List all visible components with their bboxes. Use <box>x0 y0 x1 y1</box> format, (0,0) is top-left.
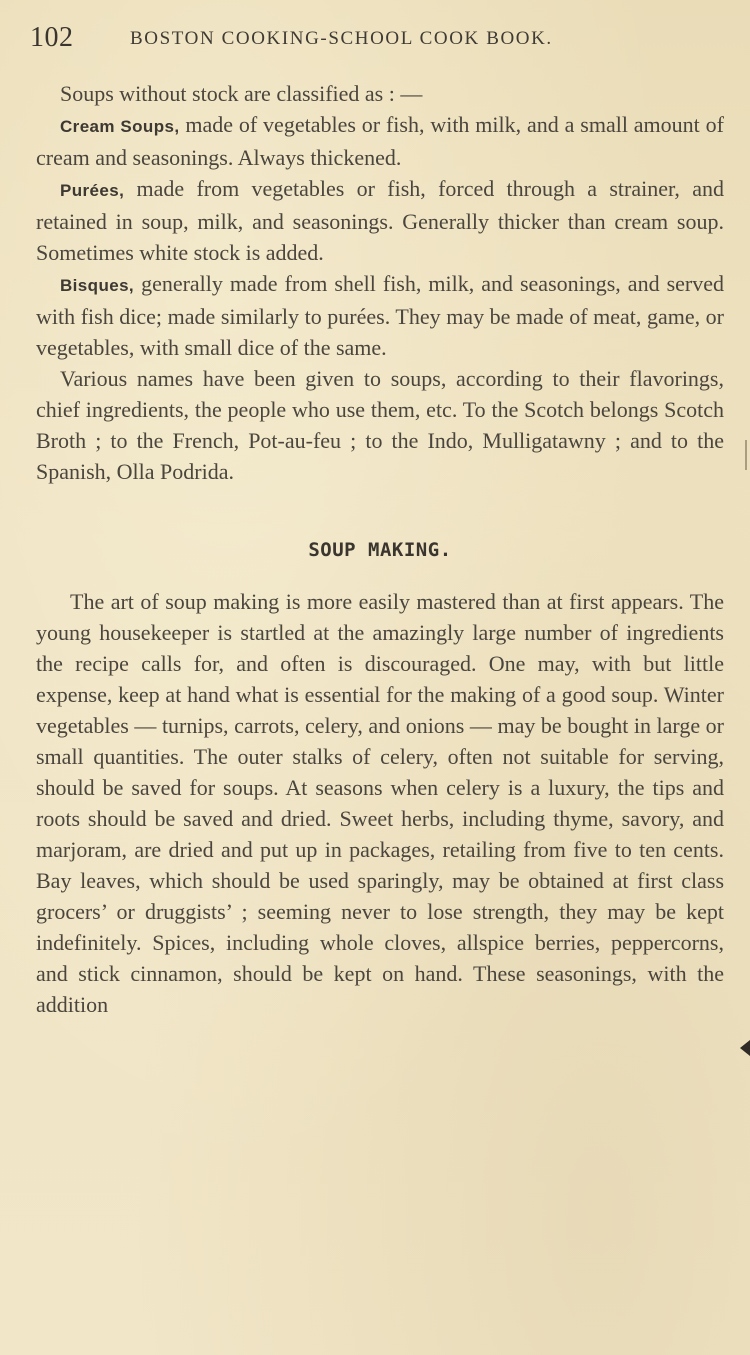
margin-pointer-mark <box>740 1040 750 1056</box>
purees-text: made from vegetables or fish, forced through a strainer, and retained in soup, milk, and seasonings. Generally thicker than cream soup. Sometimes white stock is added. <box>36 176 724 265</box>
soup-making-text: The art of soup making is more easily mastered than at first appears. The young housekeeper is startled at the amazingly large number of ingredients the recipe calls for, and often is discouraged. One may, with but little expense, keep at hand what is essential for the making of a good soup. Winter vegetables — turnips, carrots, celery, and onions — may be bought in large or small quantities. The outer stalks of celery, often not suitable for serving, should be saved for soups. At seasons when celery is a luxury, the tips and roots should be saved and dried. Sweet herbs, including thyme, savory, and marjoram, are dried and put up in packages, retailing from five to ten cents. Bay leaves, which should be used sparingly, may be obtained at first class grocers’ or druggists’ ; seeming never to lose strength, they may be kept indefinitely. Spices, including whole cloves, allspice berries, peppercorns, and stick cinnamon, should be kept on hand. These seasonings, with the addition <box>36 589 724 1017</box>
purees-paragraph <box>36 173 724 268</box>
soup-names-paragraph <box>36 363 724 487</box>
cream-soups-term: Cream Soups, <box>60 117 180 136</box>
margin-tick-mark <box>745 440 747 470</box>
cream-soups-text: made of vegetables or fish, with milk, and a small amount of cream and seasonings. Always thickened. <box>36 112 724 170</box>
running-head: BOSTON COOKING-SCHOOL COOK BOOK. <box>130 28 553 49</box>
bisques-text: generally made from shell fish, milk, and seasonings, and served with fish dice; made similarly to purées. They may be made of meat, game, or vegetables, with small dice of the same. <box>36 271 724 360</box>
soup-names-text: Various names have been given to soups, according to their flavorings, chief ingredients, the people who use them, etc. To the Scotch belongs Scotch Broth ; to the French, Pot-au-feu ; to the Indo, Mulligatawny ; and to the Spanish, Olla Podrida. <box>36 366 724 484</box>
intro-lead <box>36 78 724 109</box>
section-title-soup-making: SOUP MAKING. <box>308 539 452 561</box>
page-header <box>30 22 730 58</box>
bisques-term: Bisques, <box>60 276 135 295</box>
soup-making-paragraph <box>36 586 724 1020</box>
page-number: 102 <box>30 22 74 53</box>
page-body <box>36 78 724 1020</box>
intro-lead-text: Soups without stock are classified as : — <box>60 81 423 106</box>
purees-term: Purées, <box>60 181 125 200</box>
cream-soups-paragraph <box>36 109 724 173</box>
soup-making-section <box>36 586 724 1020</box>
bisques-paragraph <box>36 268 724 363</box>
